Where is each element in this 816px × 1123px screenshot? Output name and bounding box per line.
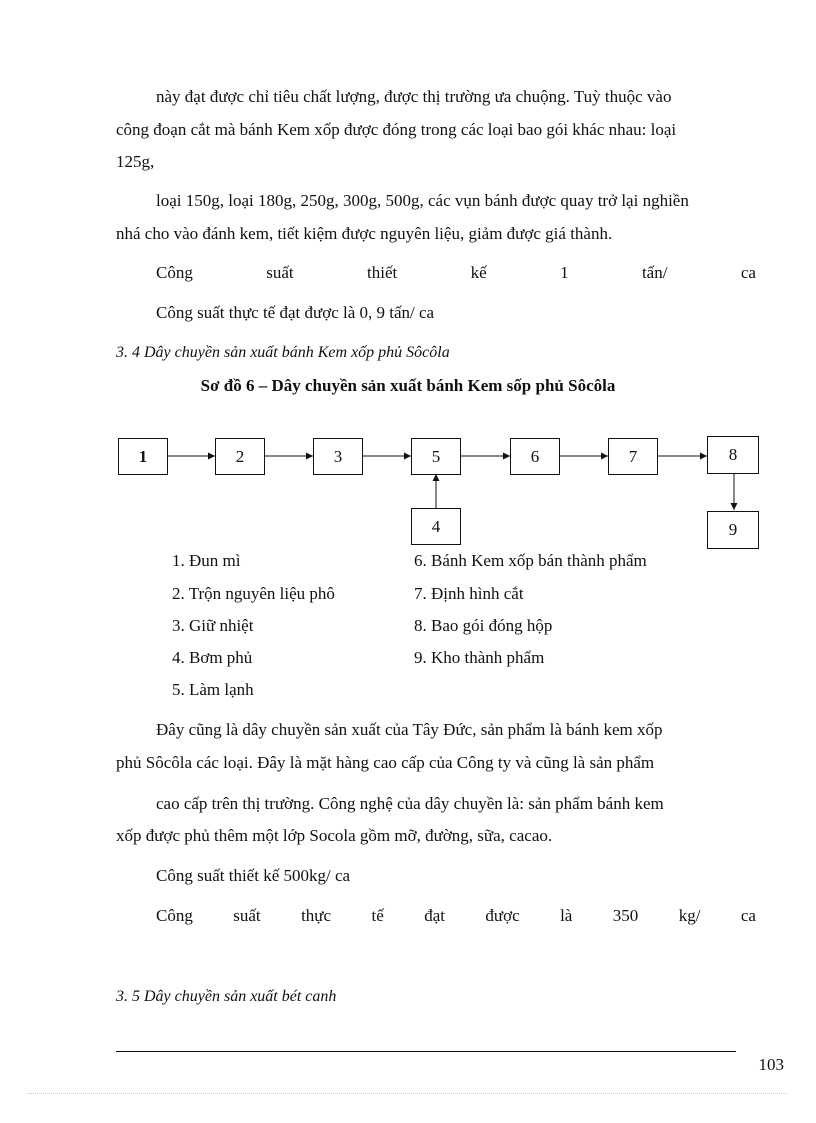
node-6: 6 — [510, 438, 560, 475]
node-8: 8 — [707, 436, 759, 474]
word: được — [485, 906, 520, 925]
legend-item: 7. Định hình cắt — [414, 584, 524, 603]
node-1: 1 — [118, 438, 168, 475]
legend-item: 5. Làm lạnh — [172, 680, 254, 699]
word: Công — [156, 906, 193, 925]
paragraph-line: công đoạn cắt mà bánh Kem xốp được đóng trong các loại bao gói khác nhau: loại — [116, 120, 677, 139]
node-5: 5 — [411, 438, 461, 475]
word: tấn/ — [641, 263, 668, 282]
paragraph-line: xốp được phủ thêm một lớp Socola gồm mỡ, đường, sữa, cacao. — [116, 826, 553, 845]
node-9: 9 — [707, 511, 759, 549]
word: ca — [740, 906, 756, 925]
word: là — [560, 906, 573, 925]
paragraph-line: phủ Sôcôla các loại. Đây là mặt hàng cao cấp của Công ty và cũng là sản phẩm — [116, 753, 655, 772]
word: kg/ — [678, 906, 701, 925]
real-capacity-line — [156, 906, 756, 926]
word: đạt — [424, 906, 445, 925]
section-heading: 3. 4 Dây chuyền sản xuất bánh Kem xốp phủ Sôcôla — [116, 344, 450, 361]
footer-rule — [116, 1051, 736, 1052]
legend-item: 9. Kho thành phẩm — [414, 648, 545, 667]
section-heading: 3. 5 Dây chuyền sản xuất bét canh — [116, 988, 337, 1005]
word: Công — [156, 263, 193, 282]
word: suất — [266, 263, 294, 282]
node-7: 7 — [608, 438, 658, 475]
legend-item: 6. Bánh Kem xốp bán thành phẩm — [414, 551, 647, 570]
word: kế — [470, 263, 487, 282]
diagram-title: Sơ đồ 6 – Dây chuyền sản xuất bánh Kem sốp phủ Sôcôla — [200, 376, 616, 395]
paragraph-line: Đây cũng là dây chuyền sản xuất của Tây Đức, sản phẩm là bánh kem xốp — [156, 720, 663, 739]
paragraph-line: nhá cho vào đánh kem, tiết kiệm được nguyên liệu, giảm được giá thành. — [116, 224, 613, 243]
paragraph-line: loại 150g, loại 180g, 250g, 300g, 500g, các vụn bánh được quay trở lại nghiền — [156, 191, 689, 210]
design-capacity-line: Công suất thiết kế 500kg/ ca — [156, 866, 351, 885]
word: 1 — [560, 263, 569, 282]
node-4: 4 — [411, 508, 461, 545]
legend-item: 8. Bao gói đóng hộp — [414, 616, 553, 635]
word: thiết — [367, 263, 398, 282]
word: suất — [233, 906, 261, 925]
legend-item: 1. Đun mì — [172, 551, 241, 570]
word: ca — [740, 263, 756, 282]
node-3: 3 — [313, 438, 363, 475]
page-number: 103 — [758, 1055, 784, 1074]
legend-item: 2. Trộn nguyên liệu phô — [172, 584, 335, 603]
word: tế — [371, 906, 384, 925]
page-edge-divider — [28, 1093, 788, 1094]
node-2: 2 — [215, 438, 265, 475]
real-capacity-line: Công suất thực tế đạt được là 0, 9 tấn/ ca — [156, 303, 435, 322]
paragraph-line: này đạt được chỉ tiêu chất lượng, được thị trường ưa chuộng. Tuỳ thuộc vào — [156, 87, 672, 106]
paragraph-line: 125g, — [116, 152, 155, 171]
word: 350 — [612, 906, 639, 925]
paragraph-line: cao cấp trên thị trường. Công nghệ của dây chuyền là: sản phẩm bánh kem — [156, 794, 664, 813]
word: thực — [301, 906, 332, 925]
legend-item: 4. Bơm phủ — [172, 648, 253, 667]
legend-item: 3. Giữ nhiệt — [172, 616, 254, 635]
flow-arrows — [0, 0, 816, 560]
